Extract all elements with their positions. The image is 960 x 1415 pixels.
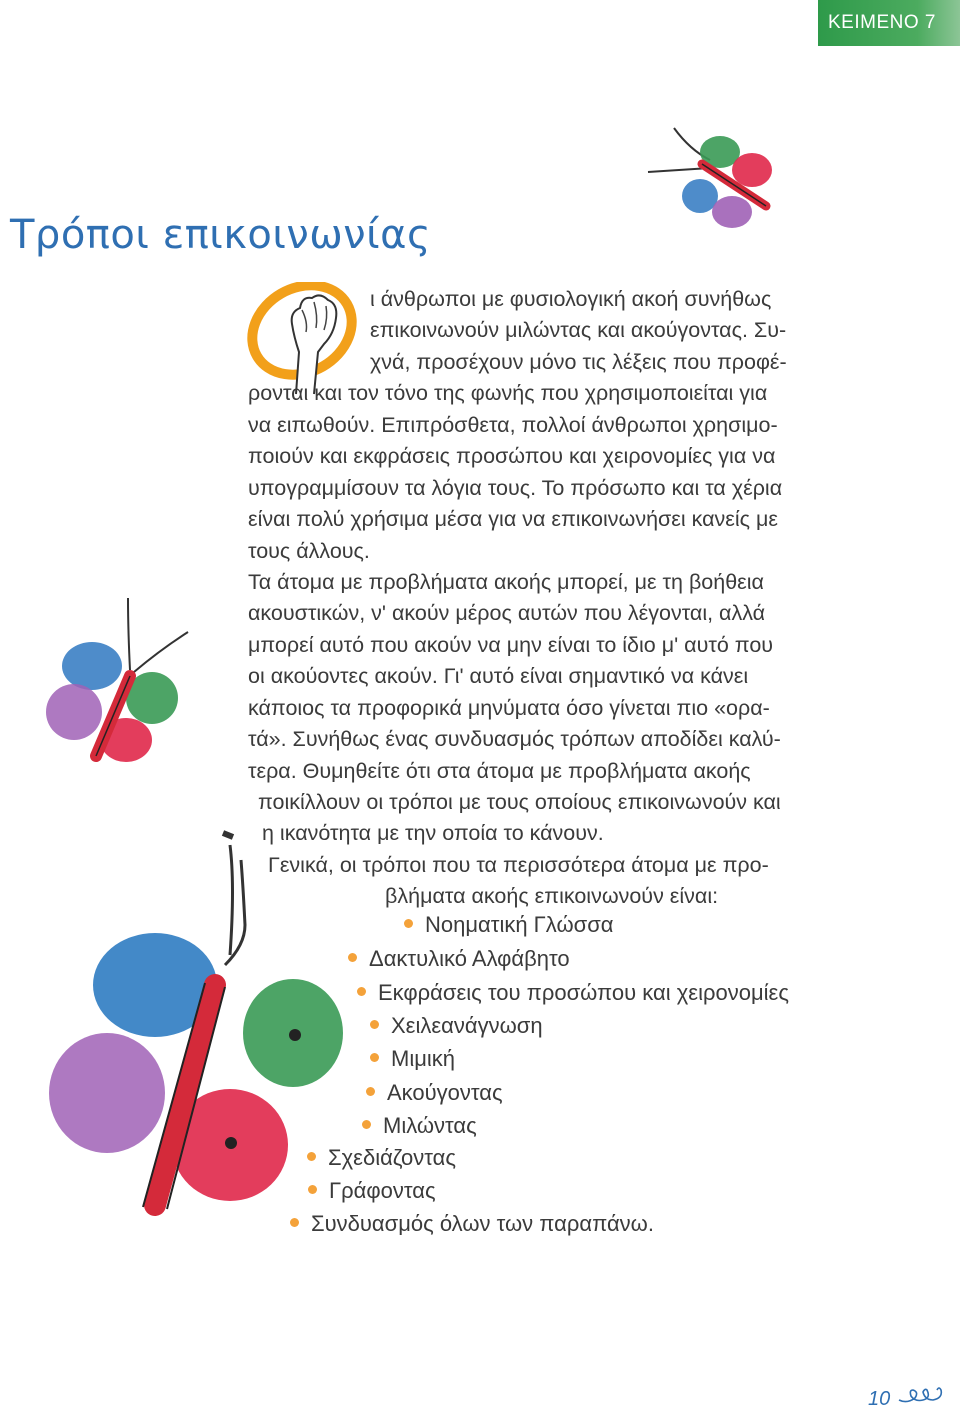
list-item-label: Σχεδιάζοντας (328, 1145, 456, 1170)
text-line: ποιούν και εκφράσεις προσώπου και χειρονομίες για να (248, 444, 776, 468)
butterfly-small-icon (640, 120, 780, 240)
text-line: τά». Συνήθως ένας συνδυασμός τρόπων αποδίδει καλύ- (248, 727, 781, 751)
list-item (348, 943, 570, 975)
bullet-dot-icon (366, 1087, 375, 1096)
hand-swirl-decoration-icon (897, 1384, 949, 1406)
section-badge: ΚΕΙΜΕΝΟ 7 (818, 0, 960, 46)
list-item-label: Μιλώντας (383, 1113, 477, 1138)
bullet-dot-icon (370, 1053, 379, 1062)
text-line: Γενικά, οι τρόποι που τα περισσότερα άτομα με προ- (268, 853, 769, 877)
list-item (366, 1077, 503, 1109)
butterfly-large-icon (45, 825, 345, 1245)
butterfly-medium-icon (40, 590, 200, 780)
bullet-dot-icon (362, 1120, 371, 1129)
text-line: ι άνθρωποι με φυσιολογική ακοή συνήθως (370, 287, 772, 311)
list-item (370, 1010, 543, 1042)
text-line: ρονται και τον τόνο της φωνής που χρησιμοποιείται για (248, 381, 768, 405)
text-line: τους άλλους. (248, 539, 370, 563)
list-item-label: Συνδυασμός όλων των παραπάνω. (311, 1211, 654, 1236)
bullet-dot-icon (404, 919, 413, 928)
text-line: Τα άτομα με προβλήματα ακοής μπορεί, με τη βοήθεια (248, 570, 764, 594)
bullet-dot-icon (357, 987, 366, 996)
list-item (404, 909, 614, 941)
text-line: τερα. Θυμηθείτε ότι στα άτομα με προβλήματα ακοής (248, 759, 751, 783)
text-line: να ειπωθούν. Επιπρόσθετα, πολλοί άνθρωποι χρησιμο- (248, 413, 778, 437)
list-item-label: Γράφοντας (329, 1178, 436, 1203)
text-line: χνά, προσέχουν μόνο τις λέξεις που προφέ- (370, 350, 787, 374)
text-line: επικοινωνούν μιλώντας και ακούγοντας. Συ- (370, 318, 787, 342)
text-line: η ικανότητα με την οποία το κάνουν. (262, 821, 604, 845)
page-title: Τρόποι επικοινωνίας (10, 212, 431, 258)
list-item-label: Μιμική (391, 1046, 456, 1071)
page-number: 10 (868, 1388, 891, 1410)
list-item-label: Δακτυλικό Αλφάβητο (369, 946, 570, 971)
text-line: ακουστικών, ν' ακούν μέρος αυτών που λέγονται, αλλά (248, 601, 766, 625)
list-item (362, 1110, 477, 1142)
text-line: οι ακούοντες ακούν. Γι' αυτό είναι σημαντικό να κάνει (248, 664, 749, 688)
bullet-dot-icon (348, 953, 357, 962)
list-item-label: Νοηματική Γλώσσα (425, 912, 614, 937)
list-item (370, 1043, 455, 1075)
text-line: ποικίλλουν οι τρόποι με τους οποίους επικοινωνούν και (258, 790, 781, 814)
text-line: είναι πολύ χρήσιμα μέσα για να επικοινωνήσει κανείς με (248, 507, 778, 531)
list-item (357, 977, 789, 1009)
list-item-label: Ακούγοντας (387, 1080, 503, 1105)
list-item-label: Εκφράσεις του προσώπου και χειρονομίες (378, 980, 789, 1005)
bullet-dot-icon (370, 1020, 379, 1029)
list-item-label: Χειλεανάγνωση (391, 1013, 543, 1038)
text-line: βλήματα ακοής επικοινωνούν είναι: (385, 884, 719, 908)
text-line: υπογραμμίσουν τα λόγια τους. Το πρόσωπο και τα χέρια (248, 476, 783, 500)
text-line: κάποιος τα προφορικά μηνύματα όσο γίνεται πιο «ορα- (248, 696, 770, 720)
text-line: μπορεί αυτό που ακούν να μην είναι το ίδιο μ' αυτό που (248, 633, 774, 657)
